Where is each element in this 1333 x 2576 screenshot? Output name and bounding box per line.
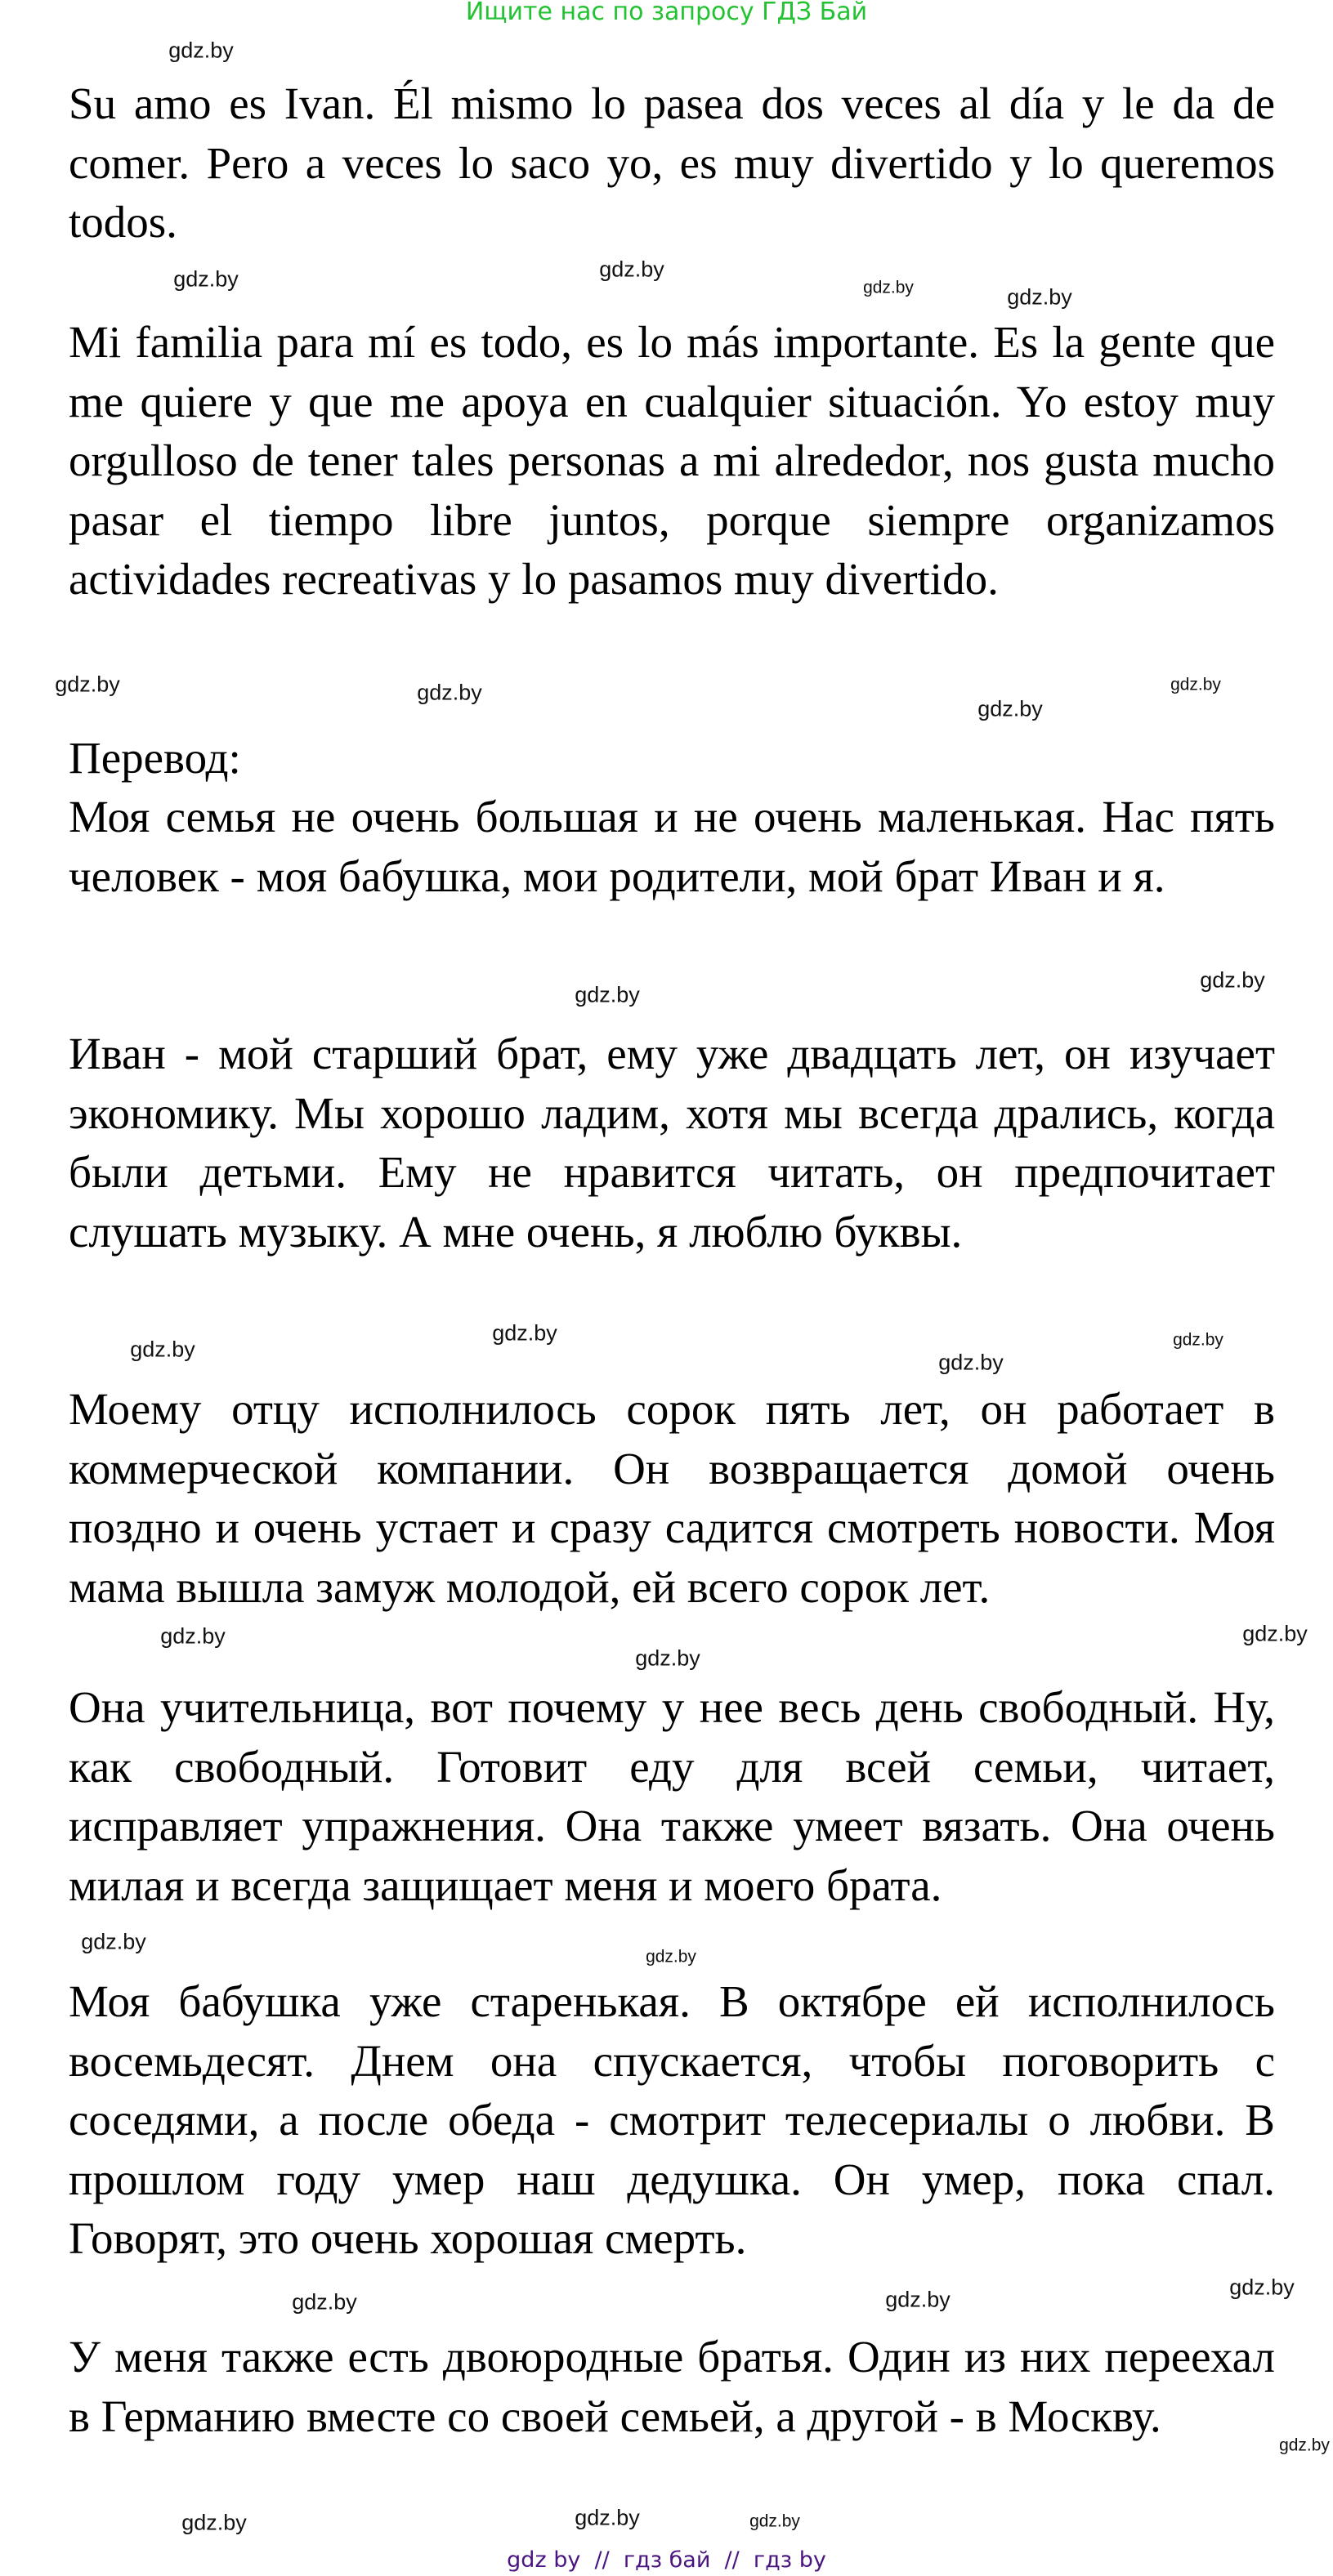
watermark: gdz.by bbox=[130, 1337, 195, 1362]
watermark: gdz.by bbox=[1229, 2275, 1295, 2300]
paragraph-spanish-2: Mi familia para mí es todo, es lo más importante. Es la gente que me quiere y que me apoya en cualquier situación. Yo estoy muy orgulloso de tener tales personas a mi alrededor, nos gusta mucho pasar el tiempo libre juntos, porque siempre organizamos actividades recreativas y lo pasamos muy divertido. bbox=[69, 317, 1275, 604]
watermark: gdz.by bbox=[55, 672, 120, 697]
paragraph-ru-3: Моему отцу исполнилось сорок пять лет, он работает в коммерческой компании. Он возвращается домой очень поздно и очень устает и сразу садится смотреть новости. Моя мама вышла замуж молодой, ей всего сорок лет. bbox=[69, 1384, 1275, 1612]
watermark: gdz.by bbox=[1200, 967, 1265, 993]
watermark: gdz.by bbox=[181, 2510, 247, 2535]
watermark: gdz.by bbox=[1007, 284, 1072, 310]
watermark: gdz.by bbox=[575, 2505, 640, 2530]
paragraph-ru-5: Моя бабушка уже старенькая. В октябре ей исполнилось восемьдесят. Днем она спускается, чтобы поговорить с соседями, а после обеда - смотрит телесериалы о любви. В прошлом году умер наш дедушка. Он умер, пока спал. Говорят, это очень хорошая смерть. bbox=[69, 1976, 1275, 2263]
watermark: gdz.by bbox=[749, 2511, 800, 2531]
paragraph-ru-2: Иван - мой старший брат, ему уже двадцать лет, он изучает экономику. Мы хорошо ладим, хотя мы всегда дрались, когда были детьми. Ему не нравится читать, он предпочитает слушать музыку. А мне очень, я люблю буквы. bbox=[69, 1029, 1275, 1257]
watermark: gdz.by bbox=[160, 1623, 226, 1649]
watermark: gdz.by bbox=[938, 1350, 1004, 1375]
paragraph-ru-6: У меня также есть двоюродные братья. Один из них переехал в Германию вместе со своей семьей, а другой - в Москву. bbox=[69, 2332, 1275, 2441]
footer-links[interactable]: gdz by // гдз бай // гдз by bbox=[507, 2547, 826, 2573]
watermark: gdz.by bbox=[168, 38, 234, 63]
watermark: gdz.by bbox=[1279, 2435, 1330, 2455]
watermark: gdz.by bbox=[1173, 1330, 1223, 1350]
watermark: gdz.by bbox=[575, 982, 640, 1007]
watermark: gdz.by bbox=[417, 680, 482, 705]
watermark: gdz.by bbox=[863, 278, 914, 297]
watermark: gdz.by bbox=[646, 1947, 696, 1967]
watermark: gdz.by bbox=[81, 1929, 146, 1954]
watermark: gdz.by bbox=[173, 266, 239, 292]
watermark: gdz.by bbox=[885, 2287, 951, 2312]
paragraph-ru-1: Моя семья не очень большая и не очень маленькая. Нас пять человек - моя бабушка, мои родители, мой брат Иван и я. bbox=[69, 792, 1275, 901]
watermark: gdz.by bbox=[492, 1320, 557, 1346]
paragraph-spanish-1: Su amo es Ivan. Él mismo lo pasea dos veces al día y le da de comer. Pero a veces lo saco yo, es muy divertido y lo queremos todos. bbox=[69, 78, 1275, 247]
watermark: gdz.by bbox=[292, 2289, 357, 2315]
watermark: gdz.by bbox=[1242, 1621, 1308, 1646]
paragraph-ru-4: Она учительница, вот почему у нее весь день свободный. Ну, как свободный. Готовит еду для всей семьи, читает, исправляет упражнения. Она также умеет вязать. Она очень милая и всегда защищает меня и моего брата. bbox=[69, 1682, 1275, 1910]
watermark: gdz.by bbox=[635, 1645, 700, 1671]
watermark: gdz.by bbox=[599, 257, 664, 282]
watermark: gdz.by bbox=[1170, 675, 1221, 694]
translation-heading: Перевод: bbox=[69, 733, 241, 783]
watermark: gdz.by bbox=[977, 696, 1043, 721]
promo-banner[interactable]: Ищите нас по запросу ГДЗ Бай bbox=[465, 0, 868, 26]
